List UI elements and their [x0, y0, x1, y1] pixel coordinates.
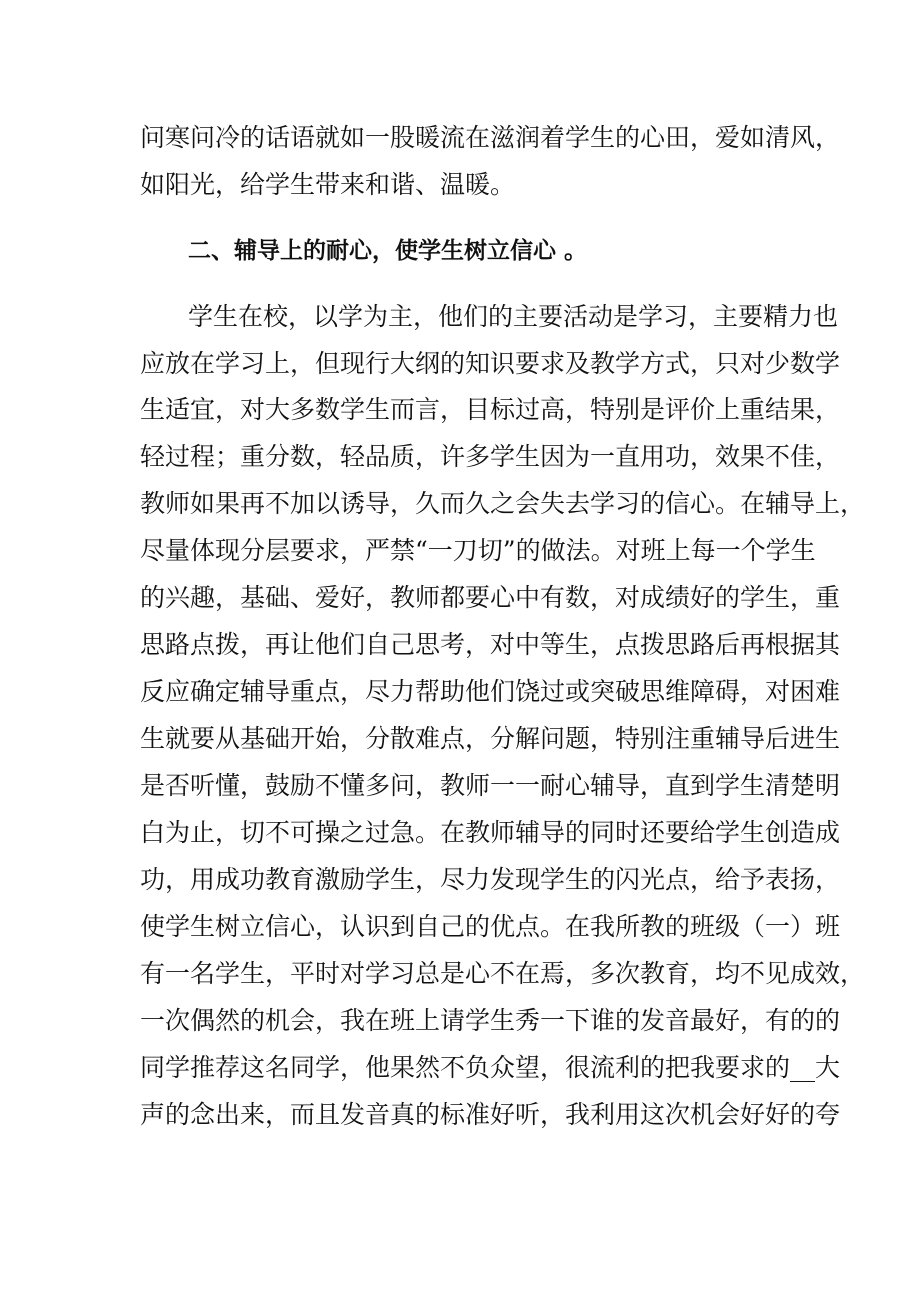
- section-heading: 二、辅导上的耐心，使学生树立信心 。: [188, 238, 588, 264]
- paragraph-line: 如阳光，给学生带来和谐、温暖。: [140, 170, 516, 199]
- paragraph-line: 学生在校，以学为主，他们的主要活动是学习，主要精力也: [188, 302, 839, 331]
- paragraph-line: 反应确定辅导重点，尽力帮助他们饶过或突破思维障碍，对困难: [140, 677, 841, 706]
- paragraph-line: 生适宜，对大多数学生而言，目标过高，特别是评价上重结果，: [140, 395, 841, 424]
- paragraph-line: 尽量体现分层要求，严禁“一刀切”的做法。对班上每一个学生: [140, 536, 816, 565]
- paragraph-line: 使学生树立信心，认识到自己的优点。在我所教的班级（一）班: [140, 912, 841, 941]
- paragraph-line: 的兴趣，基础、爱好，教师都要心中有数，对成绩好的学生，重: [140, 583, 841, 612]
- paragraph-line: 同学推荐这名同学，他果然不负众望，很流利的把我要求的__大: [140, 1053, 841, 1082]
- paragraph-line: 功，用成功教育激励学生，尽力发现学生的闪光点，给予表扬，: [140, 865, 841, 894]
- paragraph-line: 有一名学生，平时对学习总是心不在焉，多次教育，均不见成效，: [140, 959, 866, 988]
- paragraph-line: 应放在学习上，但现行大纲的知识要求及教学方式，只对少数学: [140, 349, 841, 378]
- paragraph-line: 问寒问冷的话语就如一股暖流在滋润着学生的心田，爱如清风，: [140, 123, 841, 152]
- paragraph-line: 思路点拨，再让他们自己思考，对中等生，点拨思路后再根据其: [140, 630, 841, 659]
- paragraph-line: 声的念出来，而且发音真的标准好听，我利用这次机会好好的夸: [140, 1100, 841, 1129]
- paragraph-line: 生就要从基础开始，分散难点，分解问题，特别注重辅导后进生: [140, 724, 841, 753]
- paragraph-line: 轻过程；重分数，轻品质，许多学生因为一直用功，效果不佳，: [140, 442, 841, 471]
- paragraph-line: 一次偶然的机会，我在班上请学生秀一下谁的发音最好，有的的: [140, 1006, 841, 1035]
- paragraph-line: 白为止，切不可操之过急。在教师辅导的同时还要给学生创造成: [140, 818, 841, 847]
- paragraph-line: 是否听懂，鼓励不懂多问，教师一一耐心辅导，直到学生清楚明: [140, 771, 841, 800]
- paragraph-line: 教师如果再不加以诱导，久而久之会失去学习的信心。在辅导上，: [140, 489, 866, 518]
